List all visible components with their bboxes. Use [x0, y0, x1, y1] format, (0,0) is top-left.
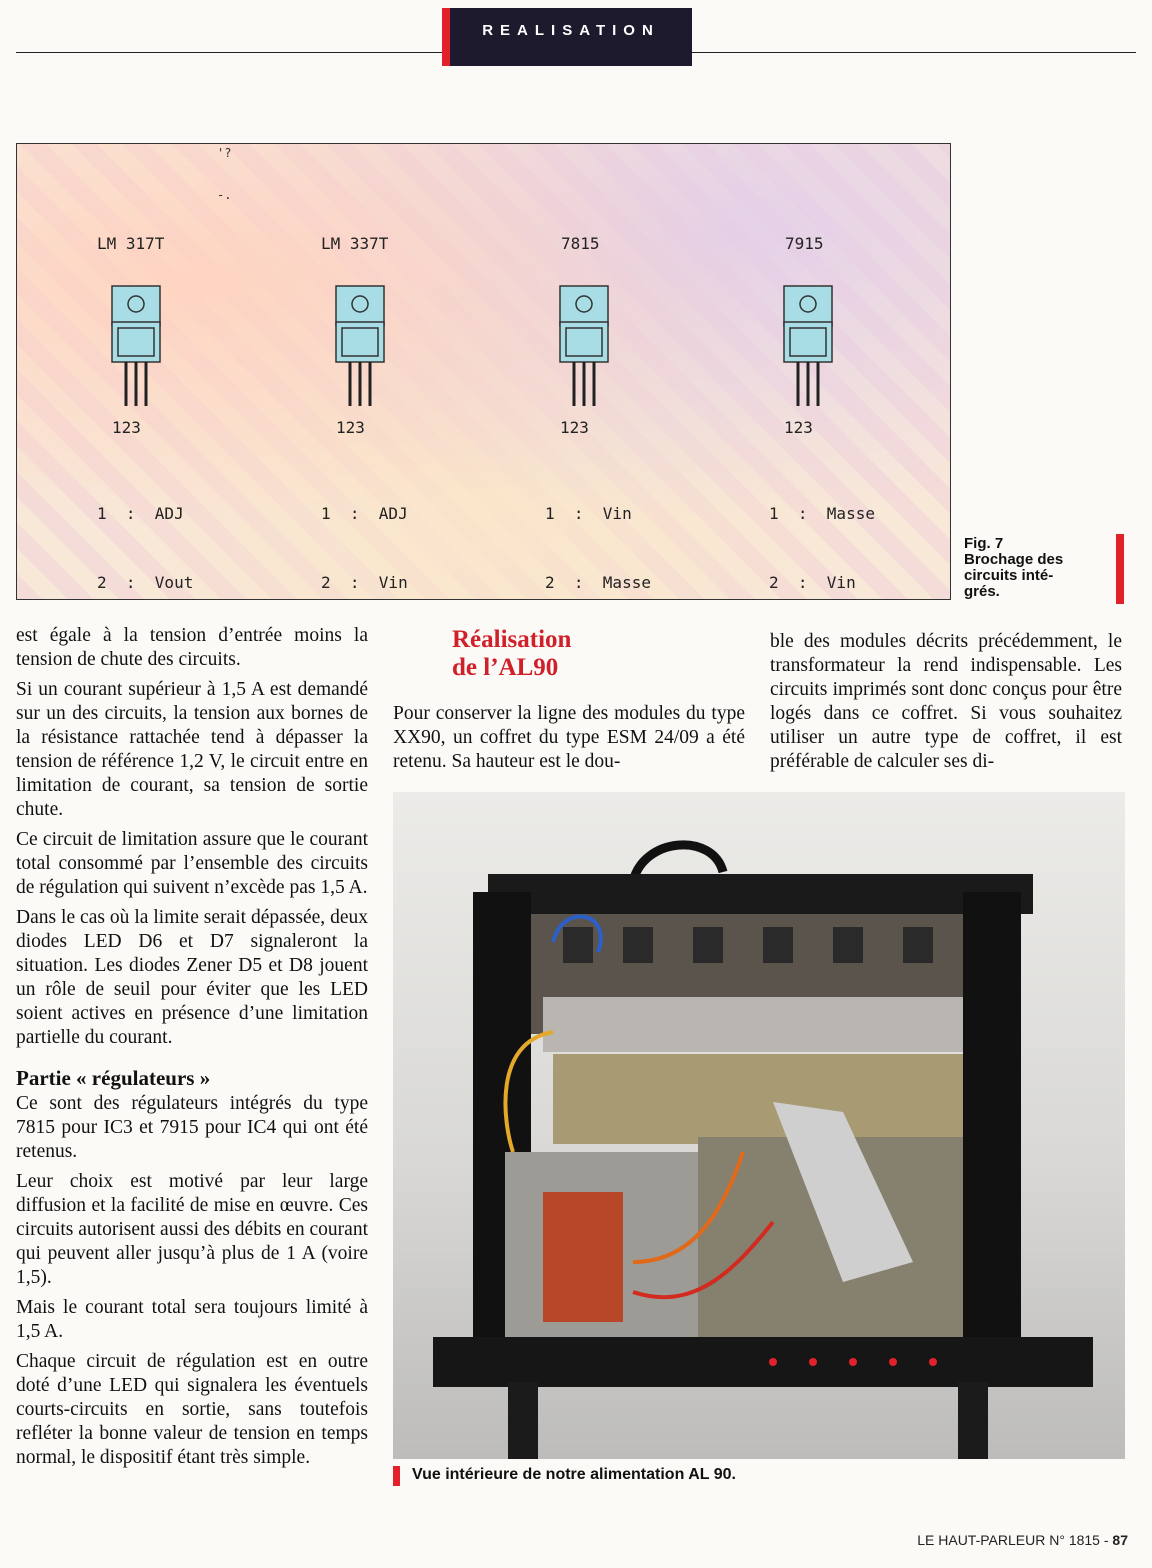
body-paragraph: Mais le courant total sera toujours limité à 1,5 A.: [16, 1297, 368, 1342]
chip-7915: [769, 144, 951, 600]
subheading: Partie « régulateurs »: [16, 1066, 211, 1090]
pin-numbers: 123: [560, 418, 589, 437]
chip-name: 7815: [561, 234, 600, 253]
pin-numbers: 123: [112, 418, 141, 437]
chip-7815: [545, 144, 785, 600]
pinout-list: [769, 456, 875, 600]
body-paragraph: Pour conserver la ligne des modules du type XX90, un coffret du type ESM 24/09 a été retenu. Sa hauteur est le dou-: [393, 703, 745, 772]
figure-mark: -.: [217, 188, 232, 202]
body-paragraph: est égale à la tension d’entrée moins la tension de chute des circuits.: [16, 625, 368, 670]
pinout-row: 1 : Masse: [769, 504, 875, 523]
left-column: [16, 624, 368, 1476]
to220-package-icon: [779, 284, 839, 414]
body-paragraph: Si un courant supérieur à 1,5 A est demandé sur un des circuits, la tension aux bornes de la résistance rattachée tend à dépasser la tension de référence 1,2 V, le circuit entre en limitation de courant, sa tension de sortie chute.: [16, 679, 368, 820]
to220-package-icon: [107, 284, 167, 414]
to220-package-icon: [331, 284, 391, 414]
photo-caption: Vue intérieure de notre alimentation AL 90.: [412, 1466, 736, 1483]
pinout-row: 1 : Vin: [545, 504, 632, 523]
header-rule-left: [16, 52, 442, 53]
publication-name: LE HAUT-PARLEUR N° 1815 -: [917, 1532, 1113, 1548]
chip-lm317t: [97, 144, 337, 600]
pinout-list: [321, 456, 417, 600]
section-tab: [442, 8, 692, 66]
middle-column: [393, 702, 745, 780]
pinout-figure: [16, 143, 951, 600]
pinout-list: [545, 456, 651, 600]
body-paragraph: Ce sont des régulateurs intégrés du type 7815 pour IC3 et 7915 pour IC4 qui ont été retenus.: [16, 1093, 368, 1162]
page-footer: [917, 1532, 1128, 1548]
pin-numbers: 123: [784, 418, 813, 437]
figure-mark: '?: [217, 146, 232, 160]
power-supply-photo: [393, 792, 1125, 1459]
section-title: REALISATION: [482, 22, 660, 39]
pinout-row: 1 : ADJ: [97, 504, 184, 523]
section-heading-line: de l’AL90: [452, 654, 559, 681]
chip-name: 7915: [785, 234, 824, 253]
page-number: 87: [1112, 1532, 1128, 1548]
figure-caption-line: Brochage des: [964, 551, 1064, 568]
body-paragraph: Chaque circuit de régulation est en outre doté d’une LED qui signalera les éventuels courts-circuits en sortie, sans toutefois refléter la bonne valeur de tension en temps normal, le dispositif étant très simple.: [16, 1351, 368, 1468]
pin-numbers: 123: [336, 418, 365, 437]
pinout-row: 1 : ADJ: [321, 504, 408, 523]
right-column: [770, 630, 1122, 780]
chip-name: LM 317T: [97, 234, 165, 253]
body-paragraph: ble des modules décrits précédemment, le transformateur la rend indispensable. Les circuits imprimés sont donc conçus pour être logés dans ce coffret. Si vous souhaitez utiliser un autre type de coffret, il est préférable de calculer ses di-: [770, 631, 1122, 772]
body-paragraph: Leur choix est motivé par leur large diffusion et la facilité de mise en œuvre. Ces circuits autorisent aussi des débits en courant qui peuvent aller jusqu’à plus de 1 A (voire 1,5).: [16, 1171, 368, 1288]
figure-caption: [964, 536, 1114, 600]
pinout-row: 2 : Vin: [321, 573, 408, 592]
to220-package-icon: [555, 284, 615, 414]
section-heading-line: Réalisation: [452, 626, 572, 653]
header-rule-right: [692, 52, 1136, 53]
pinout-row: 2 : Vout: [97, 573, 194, 592]
figure-caption-line: grés.: [964, 583, 1000, 600]
section-heading: [452, 626, 571, 682]
pinout-row: 2 : Masse: [545, 573, 651, 592]
chip-lm337t: [321, 144, 561, 600]
caption-accent-bar: [1116, 534, 1124, 604]
figure-caption-line: circuits inté-: [964, 567, 1054, 584]
pinout-row: 2 : Vin: [769, 573, 856, 592]
body-paragraph: Dans le cas où la limite serait dépassée, deux diodes LED D6 et D7 signaleront la situation. Les diodes Zener D5 et D8 jouent un rôle de seuil pour éviter que les LED soient actives en présence d’une limitation partielle du courant.: [16, 907, 368, 1048]
power-supply-illustration: [393, 792, 1125, 1459]
pinout-list: [97, 456, 193, 600]
photo-caption-accent-bar: [393, 1466, 400, 1486]
body-paragraph: Ce circuit de limitation assure que le courant total consommé par l’ensemble des circuits de régulation qui suivent n’excède pas 1,5 A.: [16, 829, 368, 898]
figure-caption-line: Fig. 7: [964, 535, 1004, 552]
chip-name: LM 337T: [321, 234, 389, 253]
